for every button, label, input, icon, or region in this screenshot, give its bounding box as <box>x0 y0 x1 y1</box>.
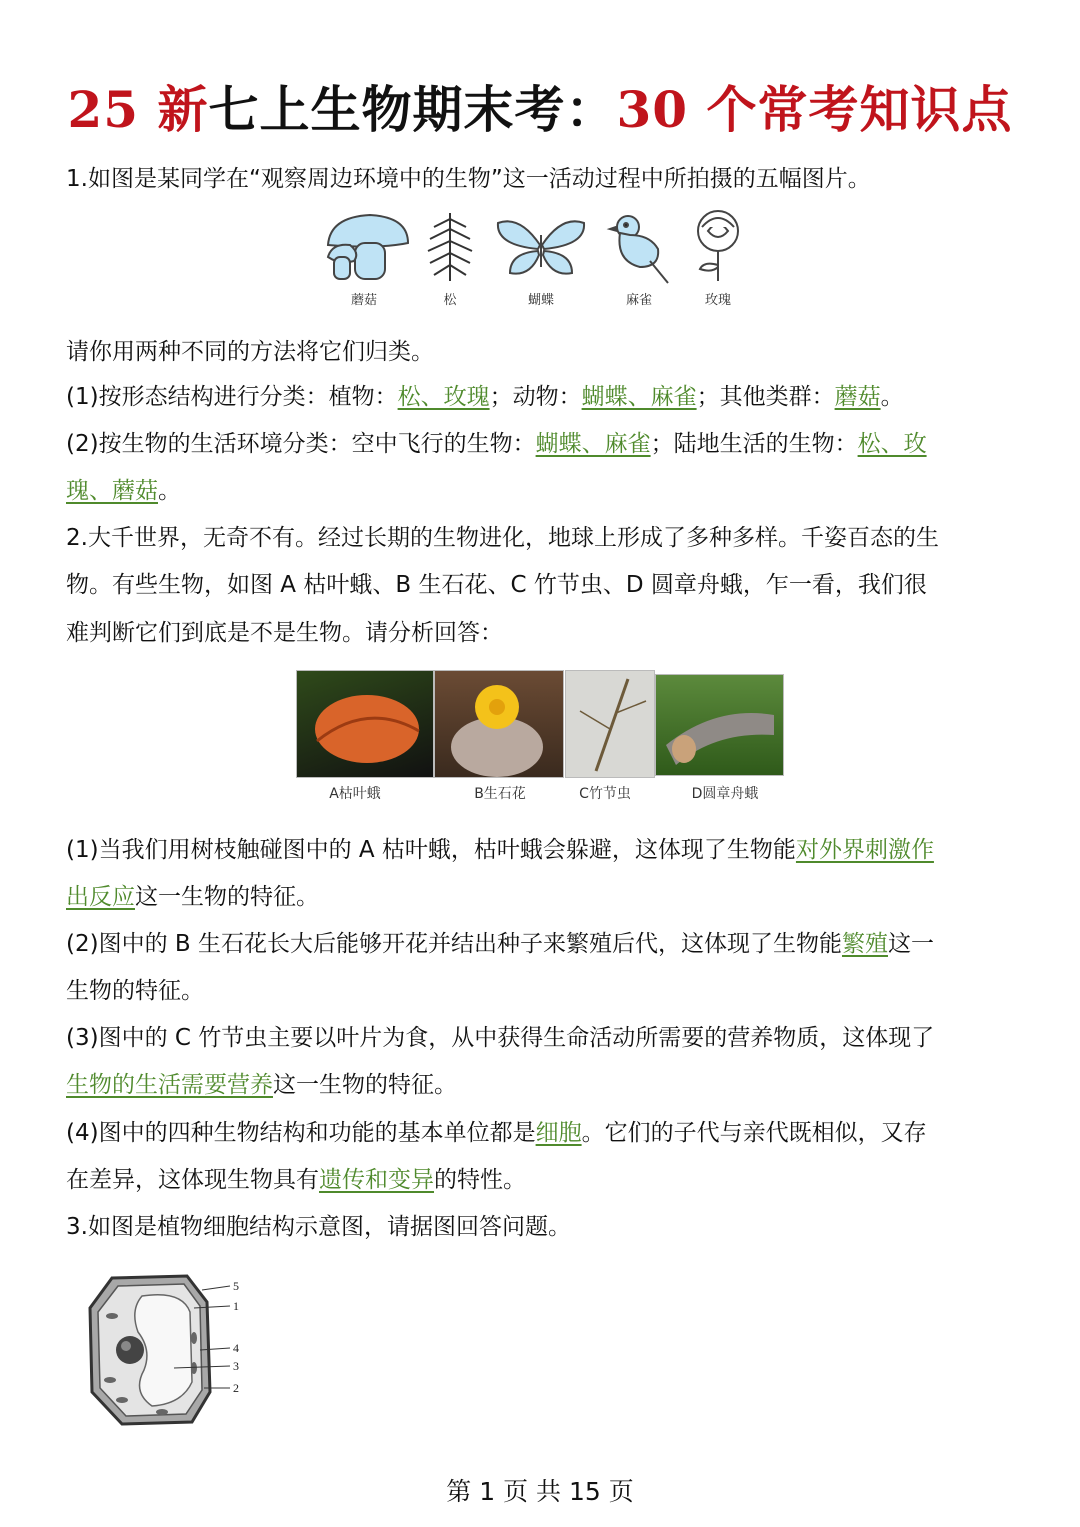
mushroom-icon <box>328 215 408 279</box>
answer-cell: 细胞 <box>535 1120 582 1146</box>
answer-flying: 蝴蝶、麻雀 <box>535 431 651 457</box>
label-a: A枯叶蛾 <box>329 786 381 802</box>
q2-answer-2: (2)图中的 B 生石花长大后能够开花并结出种子来繁殖后代，这体现了生物能繁殖这一 <box>66 931 934 957</box>
cell-label-2: 2 <box>233 1381 239 1395</box>
cell-label-1: 1 <box>233 1299 239 1313</box>
answer-plants: 松、玫瑰 <box>397 384 490 410</box>
label-pine: 松 <box>443 293 457 308</box>
q2-answer-2-cont: 生物的特征。 <box>66 978 204 1004</box>
label-butterfly: 蝴蝶 <box>527 293 554 308</box>
label-rose: 玫瑰 <box>704 293 731 308</box>
q1-stem: 1.如图是某同学在“观察周边环境中的生物”这一活动过程中所拍摄的五幅图片。 <box>66 166 871 192</box>
q2-answer-4-cont: 在差异，这体现生物具有遗传和变异的特性。 <box>66 1167 526 1193</box>
butterfly-icon <box>498 221 584 273</box>
photo-stick-insect <box>565 670 655 778</box>
cell-label-5: 5 <box>233 1279 239 1293</box>
pine-icon <box>428 213 472 281</box>
sparrow-icon <box>610 216 668 283</box>
answer-reproduce: 繁殖 <box>841 931 888 957</box>
q2-stem-line3: 难判断它们到底是不是生物。请分析回答： <box>66 620 503 646</box>
photo-prominent-moth <box>655 674 784 776</box>
q2-stem-line1: 2.大千世界，无奇不有。经过长期的生物进化，地球上形成了多种多样。千姿百态的生 <box>66 525 939 551</box>
answer-heredity: 遗传和变异 <box>319 1167 434 1193</box>
label-d: D圆章舟蛾 <box>691 786 759 802</box>
q1-ask: 请你用两种不同的方法将它们归类。 <box>66 339 434 365</box>
answer-stimulus: 对外界刺激作 <box>795 837 934 863</box>
answer-land: 松、玫 <box>857 431 927 457</box>
q2-answer-1-cont: 出反应这一生物的特征。 <box>66 884 319 910</box>
q2-answer-1: (1)当我们用树枝触碰图中的 A 枯叶蛾，枯叶蛾会躲避，这体现了生物能对外界刺激作 <box>66 837 934 863</box>
cell-label-3: 3 <box>233 1359 239 1373</box>
page-footer: 第 1 页 共 15 页 <box>446 1477 634 1506</box>
label-b: B生石花 <box>474 786 526 802</box>
photo-leaf-moth <box>296 670 434 778</box>
rose-icon <box>698 211 738 281</box>
q1-answer-2: (2)按生物的生活环境分类：空中飞行的生物：蝴蝶、麻雀；陆地生活的生物：松、玫 <box>66 431 927 457</box>
cell-label-4: 4 <box>233 1341 239 1355</box>
q1-answer-1: (1)按形态结构进行分类：植物：松、玫瑰；动物：蝴蝶、麻雀；其他类群：蘑菇。 <box>66 384 904 410</box>
photo-lithops <box>434 670 564 778</box>
answer-nutrition: 生物的生活需要营养 <box>66 1072 273 1098</box>
q3-stem: 3.如图是植物细胞结构示意图，请据图回答问题。 <box>66 1214 571 1240</box>
q2-answer-3-cont: 生物的生活需要营养这一生物的特征。 <box>66 1072 457 1098</box>
q2-answer-3: (3)图中的 C 竹节虫主要以叶片为食，从中获得生命活动所需要的营养物质，这体现了 <box>66 1025 935 1051</box>
label-mushroom: 蘑菇 <box>350 293 377 308</box>
answer-animals: 蝴蝶、麻雀 <box>581 384 697 410</box>
answer-other: 蘑菇 <box>834 384 881 410</box>
q2-answer-4: (4)图中的四种生物结构和功能的基本单位都是细胞。它们的子代与亲代既相似，又存 <box>66 1120 927 1146</box>
label-sparrow: 麻雀 <box>625 293 652 308</box>
page-title: 25 新七上生物期末考：30 个常考知识点 <box>67 80 1013 139</box>
q2-stem-line2: 物。有些生物，如图 A 枯叶蛾、B 生石花、C 竹节虫、D 圆章舟蛾，乍一看，我们很 <box>66 572 927 598</box>
label-c: C竹节虫 <box>579 786 631 802</box>
q1-answer-2-cont: 瑰、蘑菇。 <box>66 478 181 504</box>
plant-cell-diagram <box>82 1272 262 1432</box>
